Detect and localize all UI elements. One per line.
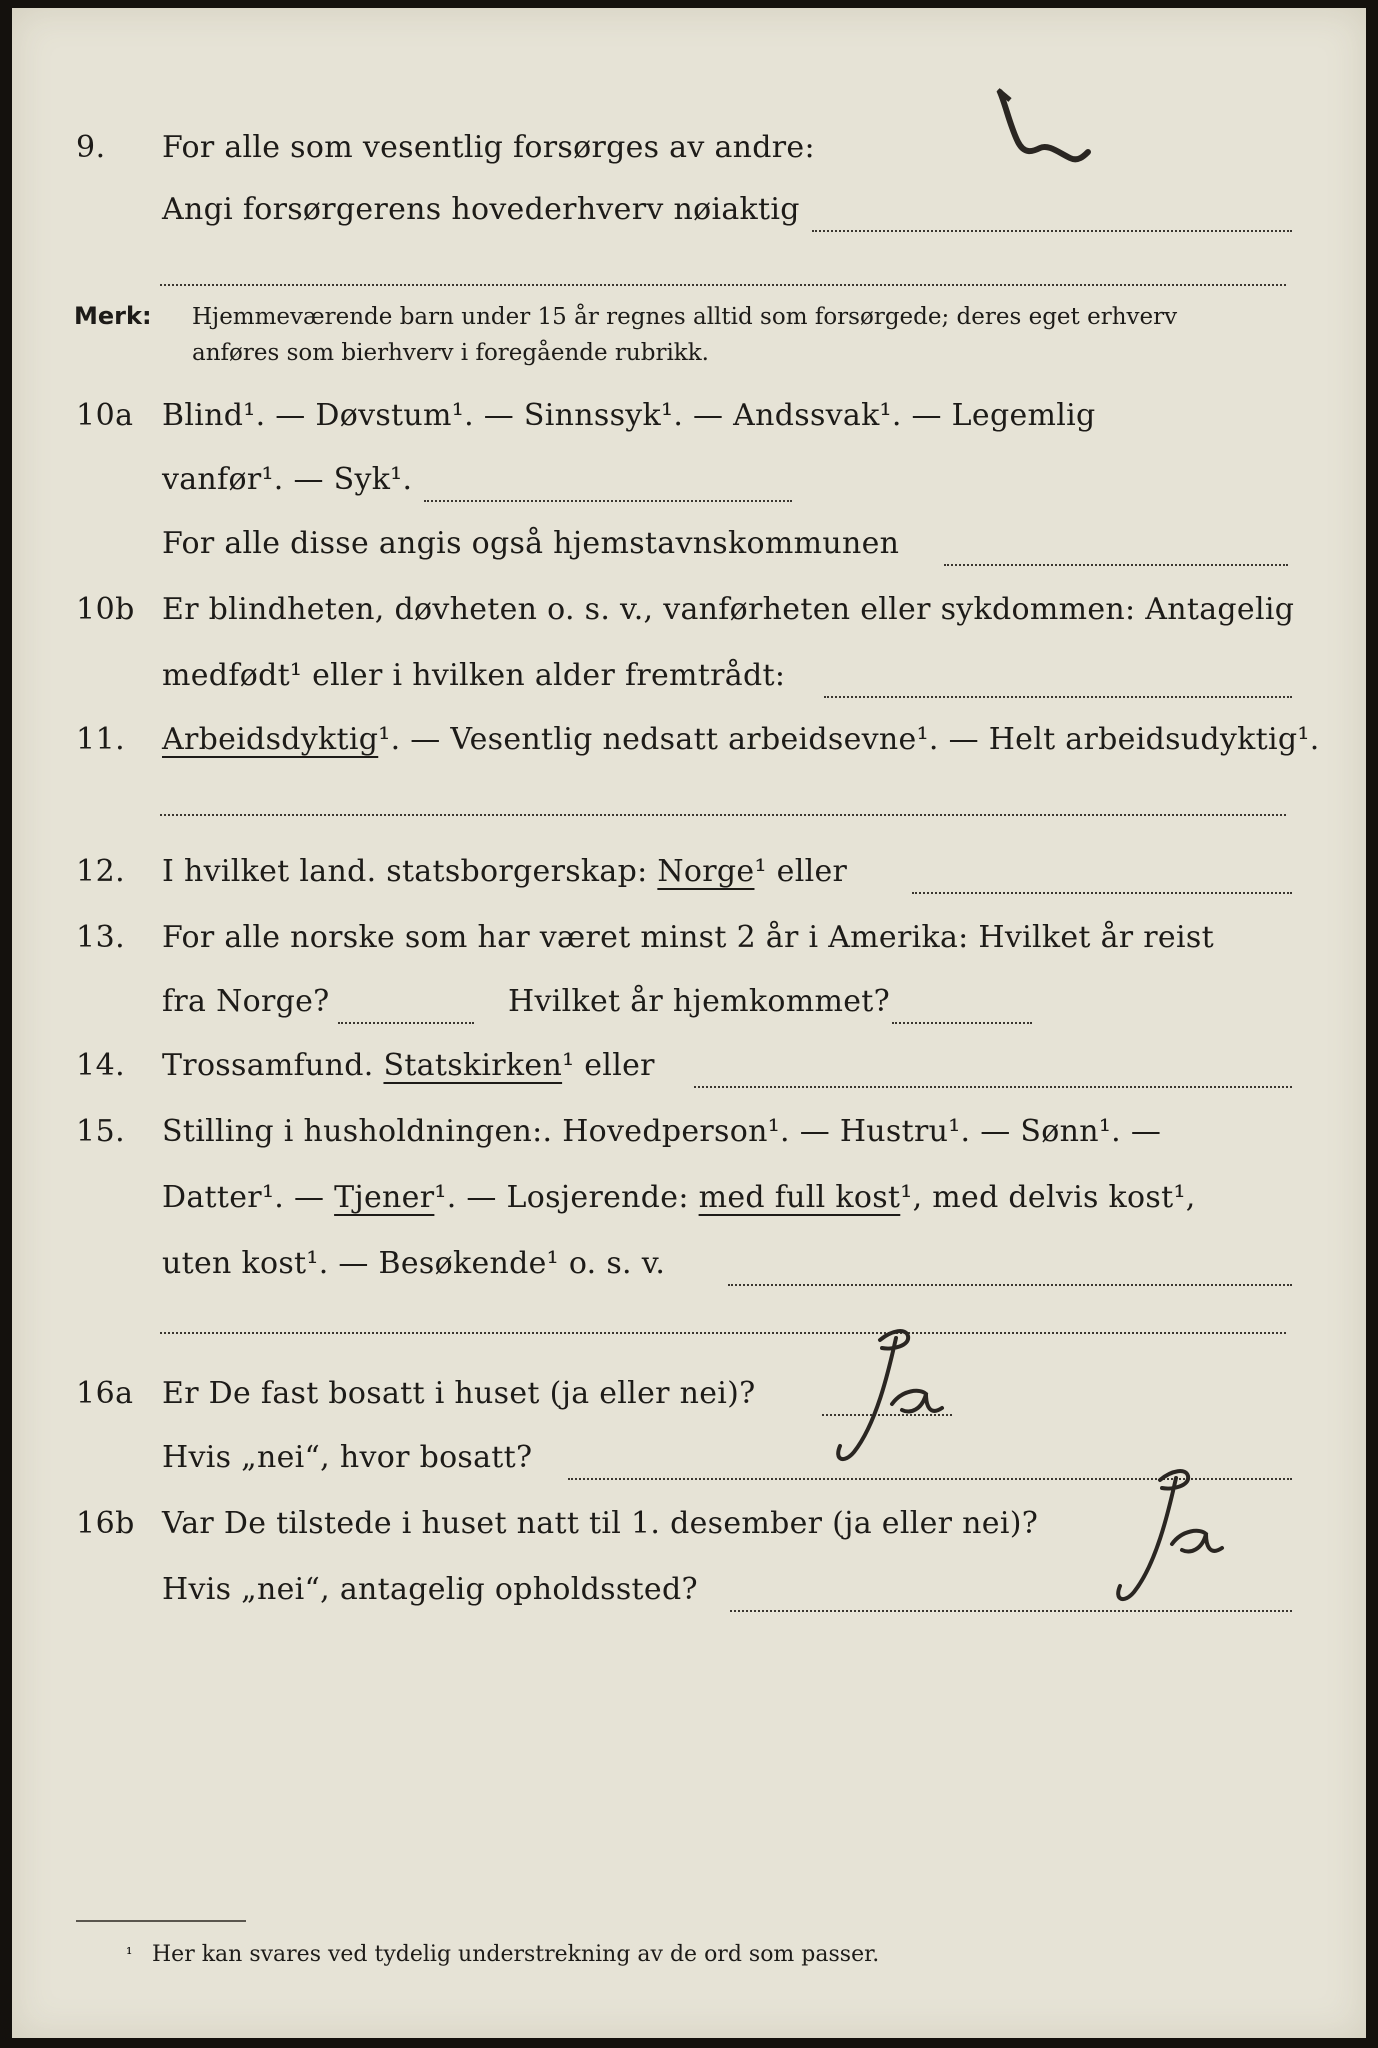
question-text-wrap — [162, 722, 1320, 757]
answer-line[interactable] — [944, 564, 1288, 566]
footnote-text: Her kan svares ved tydelig understrekning av de ord som passer. — [152, 1942, 880, 1967]
answer-line[interactable] — [892, 1022, 1032, 1024]
answer-line[interactable] — [912, 892, 1292, 894]
answer-line[interactable] — [728, 1284, 1292, 1286]
question-text: fra Norge? — [162, 984, 330, 1019]
footnote-rule — [76, 1920, 246, 1922]
question-9 — [12, 130, 1366, 182]
underlined-option[interactable]: Arbeidsdyktig — [162, 722, 379, 757]
question-16b-line2 — [12, 1572, 1366, 1624]
question-11 — [12, 722, 1366, 774]
question-number: 10a — [76, 398, 134, 433]
question-text: ¹. — Vesentlig nedsatt arbeidsevne¹. — Helt arbeidsudyktig¹. — [378, 722, 1320, 757]
question-number: 14. — [76, 1048, 126, 1083]
question-10a-line2 — [12, 462, 1366, 514]
question-text: Angi forsørgerens hovederhverv nøiaktig — [162, 192, 800, 227]
question-10a — [12, 398, 1366, 450]
question-text: Hvis „nei“, antagelig opholdssted? — [162, 1572, 698, 1607]
question-number: 16a — [76, 1376, 134, 1411]
question-text: ¹ eller — [754, 854, 848, 889]
question-number: 10b — [76, 592, 135, 627]
question-text-wrap — [162, 1180, 1196, 1215]
question-text: uten kost¹. — Besøkende¹ o. s. v. — [162, 1246, 666, 1281]
question-text: ¹ eller — [562, 1048, 655, 1083]
note-text: anføres som bierhverv i foregående rubrikk. — [192, 340, 709, 366]
question-text: Trossamfund. — [162, 1048, 374, 1083]
census-form-page — [12, 8, 1366, 2038]
separator-line — [160, 814, 1286, 816]
question-text: For alle disse angis også hjemstavnskommunen — [162, 526, 900, 561]
question-10b-line2 — [12, 658, 1366, 710]
question-text: Hvilket år hjemkommet? — [508, 984, 891, 1019]
question-text: Datter¹. — — [162, 1180, 325, 1215]
separator-line — [160, 1332, 1286, 1334]
question-text: Blind¹. — Døvstum¹. — Sinnssyk¹. — Andssvak¹. — Legemlig — [162, 398, 1096, 433]
question-9-line2 — [12, 192, 1366, 244]
note-text: Hjemmeværende barn under 15 år regnes alltid som forsørgede; deres eget erhverv — [192, 304, 1178, 330]
question-text: For alle som vesentlig forsørges av andre: — [162, 130, 815, 165]
question-text: Var De tilstede i huset natt til 1. desember (ja eller nei)? — [162, 1506, 1039, 1541]
question-16a — [12, 1376, 1366, 1428]
question-text: Stilling i husholdningen:. Hovedperson¹. — Hustru¹. — Sønn¹. — — [162, 1114, 1162, 1149]
question-13 — [12, 920, 1366, 972]
question-number: 13. — [76, 920, 126, 955]
question-number: 12. — [76, 854, 126, 889]
answer-line[interactable] — [338, 1022, 474, 1024]
answer-line[interactable] — [694, 1086, 1292, 1088]
underlined-option[interactable]: Tjener — [334, 1180, 435, 1215]
question-text: vanfør¹. — Syk¹. — [162, 462, 413, 497]
question-15-line2 — [12, 1180, 1366, 1232]
question-text-wrap — [162, 854, 847, 889]
question-text: ¹, med delvis kost¹, — [900, 1180, 1196, 1215]
underlined-option[interactable]: med full kost — [698, 1180, 901, 1215]
question-14 — [12, 1048, 1366, 1100]
answer-line[interactable] — [812, 230, 1292, 232]
question-10b — [12, 592, 1366, 644]
question-text: medfødt¹ eller i hvilken alder fremtrådt: — [162, 658, 786, 693]
underlined-option[interactable]: Statskirken — [383, 1048, 563, 1083]
answer-line[interactable] — [424, 500, 792, 502]
answer-line[interactable] — [824, 696, 1292, 698]
question-text: Er blindheten, døvheten o. s. v., vanførheten eller sykdommen: Antagelig — [162, 592, 1295, 627]
separator-line — [160, 284, 1286, 286]
footnote-mark: ¹ — [126, 1944, 133, 1963]
question-10a-line3 — [12, 526, 1366, 578]
question-text-wrap — [162, 1048, 655, 1083]
question-text: ¹. — Losjerende: — [434, 1180, 689, 1215]
handwritten-checkmark — [988, 86, 1098, 186]
question-13-line2 — [12, 984, 1366, 1036]
answer-line[interactable] — [730, 1610, 1292, 1612]
note-label: Merk: — [74, 302, 152, 330]
question-12 — [12, 854, 1366, 906]
question-15-line3 — [12, 1246, 1366, 1298]
question-15 — [12, 1114, 1366, 1166]
question-number: 16b — [76, 1506, 135, 1541]
question-text: Er De fast bosatt i huset (ja eller nei)? — [162, 1376, 756, 1411]
question-text: Hvis „nei“, hvor bosatt? — [162, 1440, 533, 1475]
question-text: I hvilket land. statsborgerskap: — [162, 854, 648, 889]
underlined-option[interactable]: Norge — [657, 854, 755, 889]
question-number: 15. — [76, 1114, 126, 1149]
question-number: 11. — [76, 722, 126, 757]
question-number: 9. — [76, 130, 106, 165]
question-text: For alle norske som har været minst 2 år i Amerika: Hvilket år reist — [162, 920, 1214, 955]
